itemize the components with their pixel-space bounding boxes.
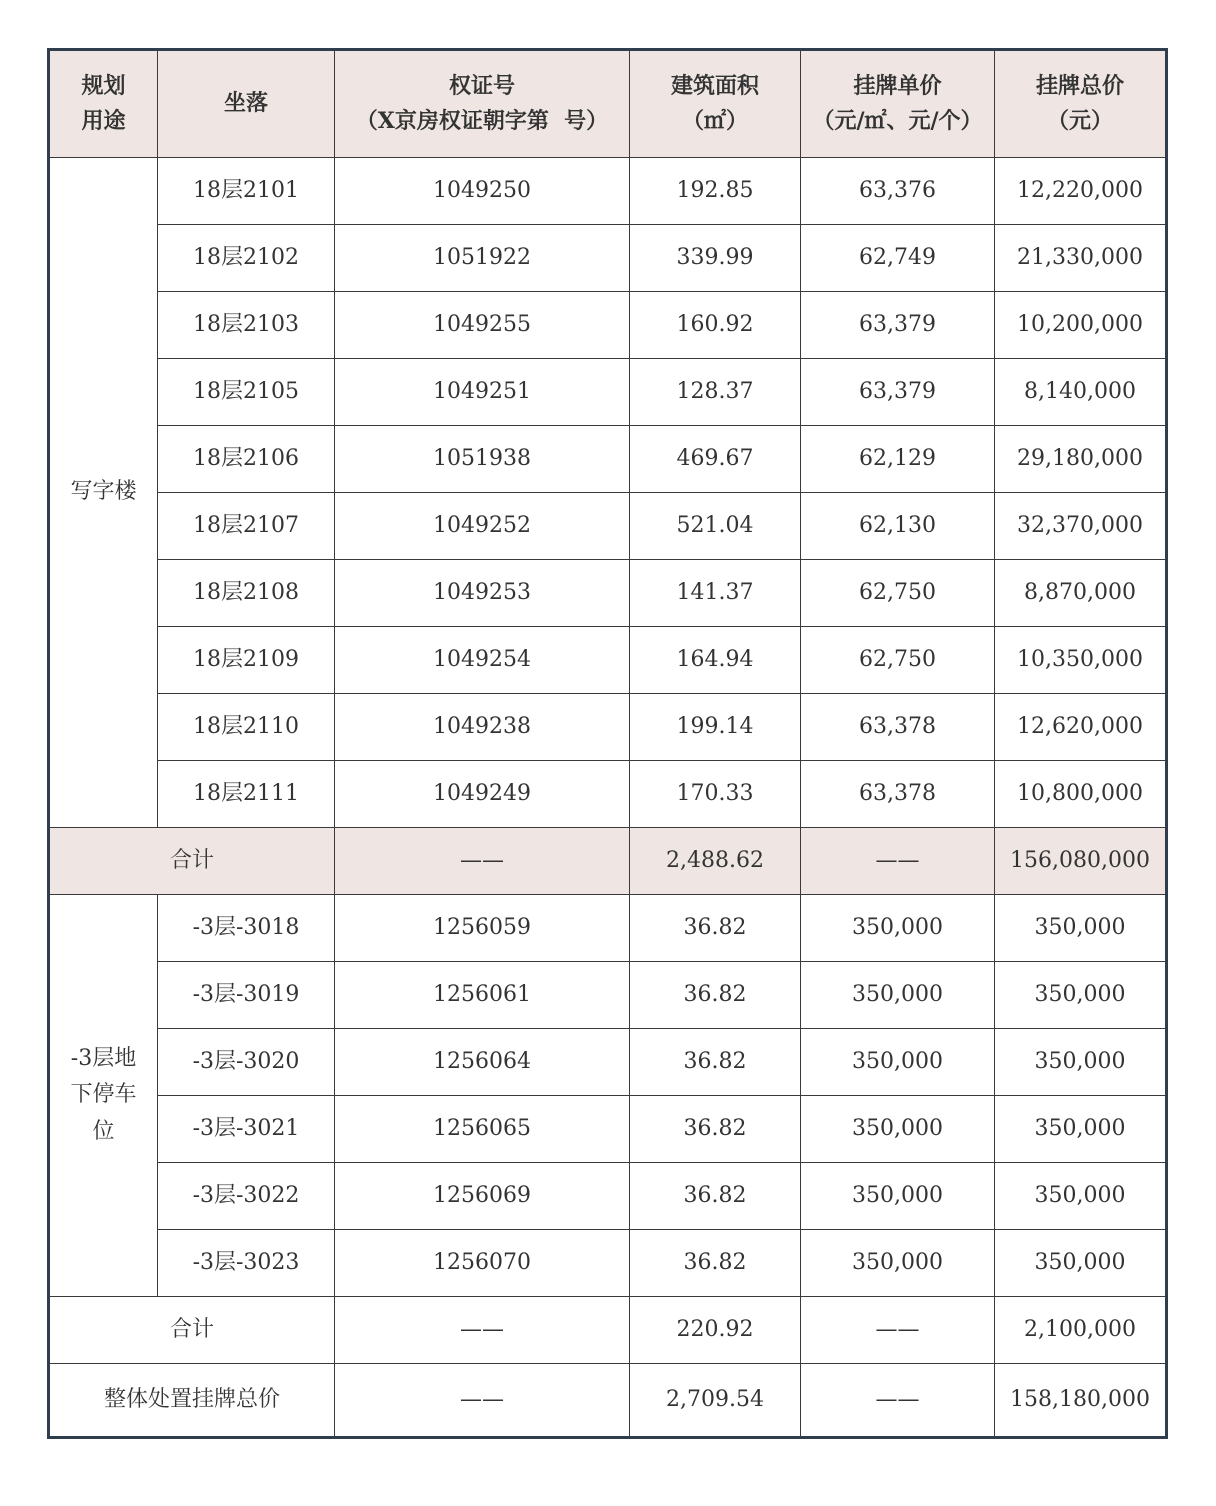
cert-cell: 1256065 xyxy=(335,1096,630,1163)
area-cell: 141.37 xyxy=(630,560,801,627)
area-cell: 521.04 xyxy=(630,493,801,560)
area-cell: 469.67 xyxy=(630,426,801,493)
header-total-price: 挂牌总价 （元） xyxy=(995,50,1167,158)
grand-total-cert: —— xyxy=(335,1364,630,1438)
table-row xyxy=(49,426,1167,493)
area-cell: 339.99 xyxy=(630,225,801,292)
table-row xyxy=(49,1163,1167,1230)
table-row xyxy=(49,694,1167,761)
unit-price-cell: 62,749 xyxy=(801,225,995,292)
subtotal-total: 2,100,000 xyxy=(995,1297,1167,1364)
category-cell xyxy=(49,895,158,1297)
header-unit-price: 挂牌单价 （元/㎡、元/个） xyxy=(801,50,995,158)
table-row xyxy=(49,158,1167,225)
area-cell: 36.82 xyxy=(630,1163,801,1230)
table-row xyxy=(49,1096,1167,1163)
cert-cell: 1256070 xyxy=(335,1230,630,1297)
unit-price-cell: 350,000 xyxy=(801,1163,995,1230)
total-price-cell: 21,330,000 xyxy=(995,225,1167,292)
total-price-cell: 350,000 xyxy=(995,1163,1167,1230)
subtotal-label: 合计 xyxy=(49,828,335,895)
area-cell: 36.82 xyxy=(630,1096,801,1163)
cert-cell: 1256061 xyxy=(335,962,630,1029)
table-row xyxy=(49,225,1167,292)
location-cell: 18层2110 xyxy=(158,694,335,761)
unit-price-cell: 62,750 xyxy=(801,560,995,627)
unit-price-cell: 350,000 xyxy=(801,1029,995,1096)
parking-section xyxy=(49,895,1167,1364)
header-use: 规划 用途 xyxy=(49,50,158,158)
table-row xyxy=(49,627,1167,694)
total-price-cell: 10,200,000 xyxy=(995,292,1167,359)
subtotal-cert: —— xyxy=(335,1297,630,1364)
area-cell: 36.82 xyxy=(630,1230,801,1297)
category-label: 写字楼 xyxy=(70,479,137,505)
cert-cell: 1256059 xyxy=(335,895,630,962)
total-price-cell: 350,000 xyxy=(995,962,1167,1029)
location-cell: 18层2106 xyxy=(158,426,335,493)
unit-price-cell: 62,750 xyxy=(801,627,995,694)
location-cell: -3层-3020 xyxy=(158,1029,335,1096)
grand-total-total: 158,180,000 xyxy=(995,1364,1167,1438)
table-row xyxy=(49,1029,1167,1096)
table-row xyxy=(49,895,1167,962)
table-row xyxy=(49,359,1167,426)
category-label: -3层地 下停车 位 xyxy=(70,1046,137,1144)
location-cell: 18层2111 xyxy=(158,761,335,828)
location-cell: 18层2107 xyxy=(158,493,335,560)
location-cell: 18层2102 xyxy=(158,225,335,292)
header-location: 坐落 xyxy=(158,50,335,158)
cert-cell: 1049255 xyxy=(335,292,630,359)
subtotal-row xyxy=(49,828,1167,895)
category-cell xyxy=(49,158,158,828)
subtotal-unit: —— xyxy=(801,828,995,895)
unit-price-cell: 62,130 xyxy=(801,493,995,560)
location-cell: 18层2103 xyxy=(158,292,335,359)
table-row xyxy=(49,292,1167,359)
location-cell: 18层2108 xyxy=(158,560,335,627)
area-cell: 36.82 xyxy=(630,962,801,1029)
total-price-cell: 350,000 xyxy=(995,1230,1167,1297)
location-cell: -3层-3022 xyxy=(158,1163,335,1230)
table-row xyxy=(49,493,1167,560)
area-cell: 160.92 xyxy=(630,292,801,359)
area-cell: 199.14 xyxy=(630,694,801,761)
area-cell: 128.37 xyxy=(630,359,801,426)
table-row xyxy=(49,1230,1167,1297)
subtotal-total: 156,080,000 xyxy=(995,828,1167,895)
subtotal-label: 合计 xyxy=(49,1297,335,1364)
cert-cell: 1051938 xyxy=(335,426,630,493)
unit-price-cell: 63,379 xyxy=(801,359,995,426)
location-cell: 18层2105 xyxy=(158,359,335,426)
unit-price-cell: 350,000 xyxy=(801,895,995,962)
table-row xyxy=(49,962,1167,1029)
grand-total-label: 整体处置挂牌总价 xyxy=(49,1364,335,1438)
location-cell: -3层-3018 xyxy=(158,895,335,962)
area-cell: 36.82 xyxy=(630,1029,801,1096)
area-cell: 36.82 xyxy=(630,895,801,962)
total-price-cell: 350,000 xyxy=(995,1029,1167,1096)
location-cell: -3层-3021 xyxy=(158,1096,335,1163)
header-cert: 权证号 （X京房权证朝字第 号） xyxy=(335,50,630,158)
unit-price-cell: 63,378 xyxy=(801,761,995,828)
area-cell: 170.33 xyxy=(630,761,801,828)
table-row xyxy=(49,761,1167,828)
cert-cell: 1256069 xyxy=(335,1163,630,1230)
cert-cell: 1049252 xyxy=(335,493,630,560)
office-section xyxy=(49,158,1167,895)
subtotal-area: 220.92 xyxy=(630,1297,801,1364)
header-area: 建筑面积 （㎡） xyxy=(630,50,801,158)
unit-price-cell: 350,000 xyxy=(801,1096,995,1163)
listing-price-table xyxy=(47,48,1168,1439)
grand-total-area: 2,709.54 xyxy=(630,1364,801,1438)
area-cell: 164.94 xyxy=(630,627,801,694)
cert-cell: 1049251 xyxy=(335,359,630,426)
location-cell: -3层-3023 xyxy=(158,1230,335,1297)
unit-price-cell: 62,129 xyxy=(801,426,995,493)
grand-total-row xyxy=(49,1364,1167,1438)
total-price-cell: 12,620,000 xyxy=(995,694,1167,761)
total-price-cell: 32,370,000 xyxy=(995,493,1167,560)
cert-cell: 1256064 xyxy=(335,1029,630,1096)
subtotal-row xyxy=(49,1297,1167,1364)
location-cell: -3层-3019 xyxy=(158,962,335,1029)
total-price-cell: 12,220,000 xyxy=(995,158,1167,225)
unit-price-cell: 63,379 xyxy=(801,292,995,359)
grand-total-unit: —— xyxy=(801,1364,995,1438)
subtotal-cert: —— xyxy=(335,828,630,895)
cert-cell: 1049254 xyxy=(335,627,630,694)
total-price-cell: 29,180,000 xyxy=(995,426,1167,493)
cert-cell: 1049238 xyxy=(335,694,630,761)
total-price-cell: 8,870,000 xyxy=(995,560,1167,627)
subtotal-area: 2,488.62 xyxy=(630,828,801,895)
cert-cell: 1049250 xyxy=(335,158,630,225)
total-price-cell: 8,140,000 xyxy=(995,359,1167,426)
unit-price-cell: 63,376 xyxy=(801,158,995,225)
cert-cell: 1049253 xyxy=(335,560,630,627)
subtotal-unit: —— xyxy=(801,1297,995,1364)
total-price-cell: 350,000 xyxy=(995,895,1167,962)
grand-total-section xyxy=(49,1364,1167,1438)
total-price-cell: 10,800,000 xyxy=(995,761,1167,828)
total-price-cell: 10,350,000 xyxy=(995,627,1167,694)
unit-price-cell: 350,000 xyxy=(801,1230,995,1297)
cert-cell: 1051922 xyxy=(335,225,630,292)
area-cell: 192.85 xyxy=(630,158,801,225)
location-cell: 18层2109 xyxy=(158,627,335,694)
unit-price-cell: 350,000 xyxy=(801,962,995,1029)
table-row xyxy=(49,560,1167,627)
cert-cell: 1049249 xyxy=(335,761,630,828)
location-cell: 18层2101 xyxy=(158,158,335,225)
unit-price-cell: 63,378 xyxy=(801,694,995,761)
total-price-cell: 350,000 xyxy=(995,1096,1167,1163)
